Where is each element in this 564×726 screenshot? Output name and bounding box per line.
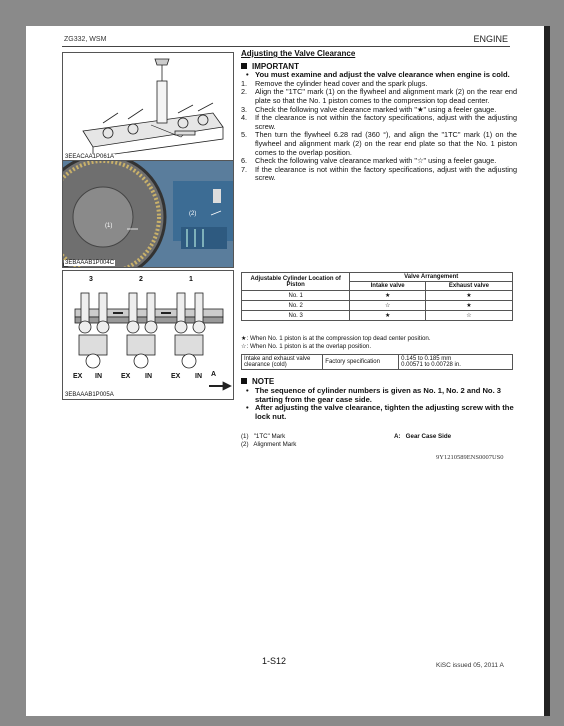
factory-spec-table (241, 354, 513, 370)
table-row: No. 1 ★ ★ (242, 291, 513, 301)
legend-item: (2) Alignment Mark (241, 440, 297, 448)
procedure-column (241, 50, 517, 183)
valve-label: IN (95, 373, 102, 380)
cylinder-number-3: 3 (89, 276, 93, 283)
legend-item: A: Gear Case Side (394, 433, 452, 440)
document-code: 9Y1210589ENS0007US0 (436, 454, 504, 461)
valve-label: EX (171, 373, 181, 380)
valve-adjustment-drawing (63, 53, 234, 162)
valve-arrangement-drawing (63, 271, 234, 400)
flywheel-drawing (63, 161, 234, 268)
note-item: • After adjusting the valve clearance, tighten the adjusting screw with the lock nut. (241, 404, 517, 422)
table-row: No. 2 ☆ ★ (242, 301, 513, 311)
table-header: Exhaust valve (425, 282, 512, 291)
square-bullet-icon (241, 378, 247, 384)
step-item: 1. Remove the cylinder head cover and the spark plugs. (241, 78, 428, 88)
important-text: • You must examine and adjust the valve clearance when engine is cold. (241, 71, 517, 80)
cylinder-number-1: 1 (189, 276, 193, 283)
section-heading: Adjusting the Valve Clearance (241, 49, 356, 58)
figure-valve-arrangement (62, 270, 234, 400)
figure-flywheel-photo (62, 160, 234, 268)
table-header: Adjustable Cylinder Location of Piston (242, 273, 350, 291)
table-row: No. 3 ★ ☆ (242, 311, 513, 321)
table-row: Intake and exhaust valve clearance (cold) Factory specification 0.145 to 0.185 mm 0.00571 to 0.00728 in. (242, 355, 513, 370)
manual-page (26, 26, 550, 716)
issue-stamp: KiSC issued 05, 2011 A (436, 662, 504, 669)
table-header: Valve Arrangement (350, 273, 513, 282)
legend-item: (1) "1TC" Mark (241, 433, 286, 440)
valve-label: IN (145, 373, 152, 380)
figure-valve-adjustment (62, 52, 234, 162)
table-note: ★: When No. 1 piston is at the compression top dead center position. (241, 335, 431, 342)
step-item: 5. Then turn the flywheel 6.28 rad (360 °), and align the "1TC" mark (1) on the flywheel and alignment mark (2) on the rear end plate so that the No. 1 piston comes to the overlap position. (241, 130, 517, 157)
step-item: 6. Check the following valve clearance marked with "☆" using a feeler gauge. (241, 156, 497, 166)
valve-arrangement-table (241, 272, 513, 321)
page-number: 1-S12 (262, 656, 287, 666)
figure-legend (241, 433, 296, 448)
figure-caption: 3EEACAA1P061A (65, 154, 115, 160)
valve-label: EX (121, 373, 131, 380)
gear-case-arrow-label: A (211, 371, 217, 378)
cylinder-number-2: 2 (139, 276, 143, 283)
figure-caption: 3EBAAAB1P005A (65, 392, 114, 398)
step-item: 3. Check the following valve clearance marked with "★" using a feeler gauge. (241, 104, 497, 114)
square-bullet-icon (241, 63, 247, 69)
callout-2: (2) (189, 211, 197, 217)
step-item: 4. If the clearance is not within the factory specifications, adjust with the adjusting screw. (241, 113, 517, 131)
figure-caption: 3EBAAAB1P004C (65, 260, 115, 266)
table-header: Intake valve (350, 282, 426, 291)
note-item: • The sequence of cylinder numbers is given as No. 1, No. 2 and No. 3 starting from the gear case side. (241, 387, 517, 405)
important-heading: IMPORTANT (241, 63, 517, 72)
header-divider (62, 46, 510, 47)
note-heading: NOTE (241, 378, 517, 387)
step-item: 2. Align the "1TC" mark (1) on the flywheel and alignment mark (2) on the rear end plate so that the No. 1 piston comes to the compression top dead center. (241, 87, 517, 105)
step-item: 7. If the clearance is not within the factory specifications, adjust with the adjusting screw. (241, 164, 517, 183)
callout-1: (1) (105, 223, 113, 229)
valve-label: EX (73, 373, 83, 380)
table-note: ☆: When No. 1 piston is at the overlap position. (241, 343, 372, 350)
valve-label: IN (195, 373, 202, 380)
note-block (241, 378, 517, 422)
doc-id: ZG332, WSM (64, 36, 107, 43)
section-title: ENGINE (473, 34, 508, 44)
